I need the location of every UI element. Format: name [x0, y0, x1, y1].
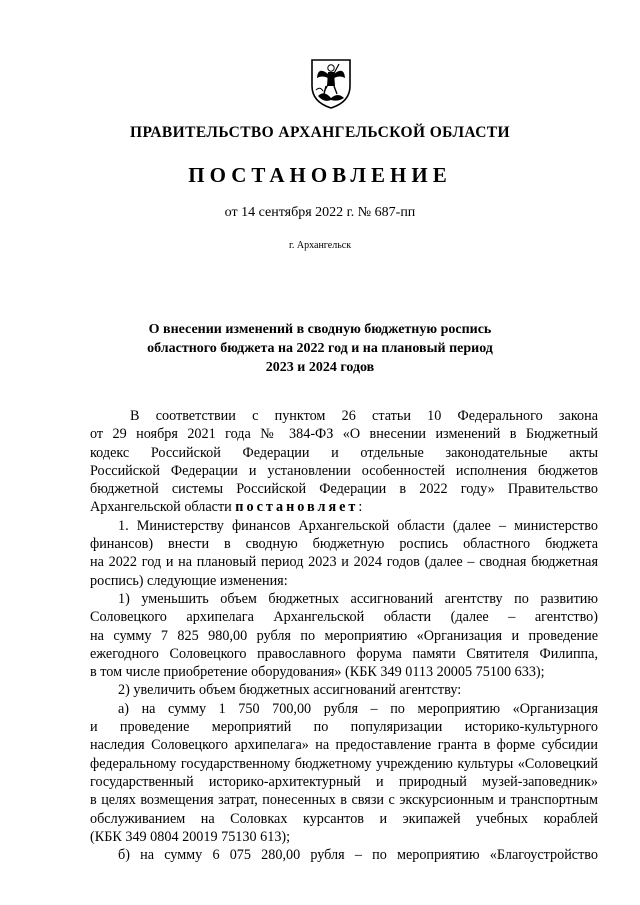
body-line: в том числе приобретение оборудования» (КБК 349 0113 20005 75100 633);: [90, 664, 545, 681]
body-line: обслуживанием на Соловках курсантов и экипажей учебных кораблей: [90, 810, 598, 827]
subject-line: областного бюджета на 2022 год и на плановый период: [147, 341, 493, 356]
subject-line: 2023 и 2024 годов: [265, 360, 375, 375]
body-line: на сумму 7 825 980,00 рубля по мероприятию «Организация и проведение: [90, 627, 598, 644]
body-line: финансов) внести в сводную бюджетную роспись областного бюджета: [90, 536, 598, 553]
body-line-text: Архангельской области: [90, 499, 232, 516]
body-line: В соответствии с пунктом 26 статьи 10 Федерального закона: [130, 408, 598, 424]
body-line: от 29 ноября 2021 года № 384-ФЗ «О внесении изменений в Бюджетный: [90, 426, 598, 443]
body-line: ежегодного Соловецкого православного форума памяти Святителя Филиппа,: [90, 645, 598, 662]
body-line: и проведение мероприятий по популяризации историко-культурного: [90, 719, 598, 736]
body-line: 1. Министерству финансов Архангельской области (далее – министерство: [118, 517, 598, 534]
subject-line: О внесении изменений в сводную бюджетную роспись: [148, 322, 492, 337]
body-line: а) на сумму 1 750 700,00 рубля – по мероприятию «Организация: [118, 700, 598, 717]
body-line: Соловецкого архипелага Архангельской области (далее – агентство): [90, 609, 598, 626]
body-line: в целях возмещения затрат, понесенных в связи с экскурсионным и транспортным: [90, 792, 598, 809]
document-type: ПОСТАНОВЛЕНИЕ: [188, 163, 452, 187]
body-line: государственный историко-архитектурный и природный музей-заповедник»: [90, 773, 598, 790]
body-line: 2) увеличить объем бюджетных ассигнований агентству:: [118, 682, 462, 699]
coat-of-arms-icon: [308, 56, 354, 110]
colon: :: [358, 499, 363, 516]
document-date-number: от 14 сентября 2022 г. № 687-пп: [224, 205, 416, 220]
body-line: бюджетной системы Российской Федерации в 2022 году» Правительство: [90, 481, 598, 498]
body-line: роспись) следующие изменения:: [90, 572, 288, 589]
body-line: [90, 498, 598, 516]
body-line: 1) уменьшить объем бюджетных ассигнований агентству по развитию: [118, 590, 598, 607]
body-line: (КБК 349 0804 20019 75130 613);: [90, 828, 291, 845]
document-subject: [0, 320, 640, 377]
body-line: Российской Федерации и установлении особенностей исполнения бюджетов: [90, 462, 598, 479]
body-line: федеральному государственному бюджетному учреждению культуры «Соловецкий: [90, 755, 598, 772]
resolves-keyword: постановляет: [235, 499, 359, 516]
document-city: г. Архангельск: [288, 240, 352, 251]
document-body: [90, 407, 598, 864]
government-title: ПРАВИТЕЛЬСТВО АРХАНГЕЛЬСКОЙ ОБЛАСТИ: [129, 124, 510, 141]
body-line: кодекс Российской Федерации и отдельные законодательные акты: [90, 444, 598, 461]
body-line: б) на сумму 6 075 280,00 рубля – по мероприятию «Благоустройство: [118, 847, 598, 864]
body-line: наследия Соловецкого архипелага» на предоставление гранта в форме субсидии: [90, 737, 598, 754]
body-line: на 2022 год и на плановый период 2023 и 2024 годов (далее – сводная бюджетная: [90, 554, 598, 571]
